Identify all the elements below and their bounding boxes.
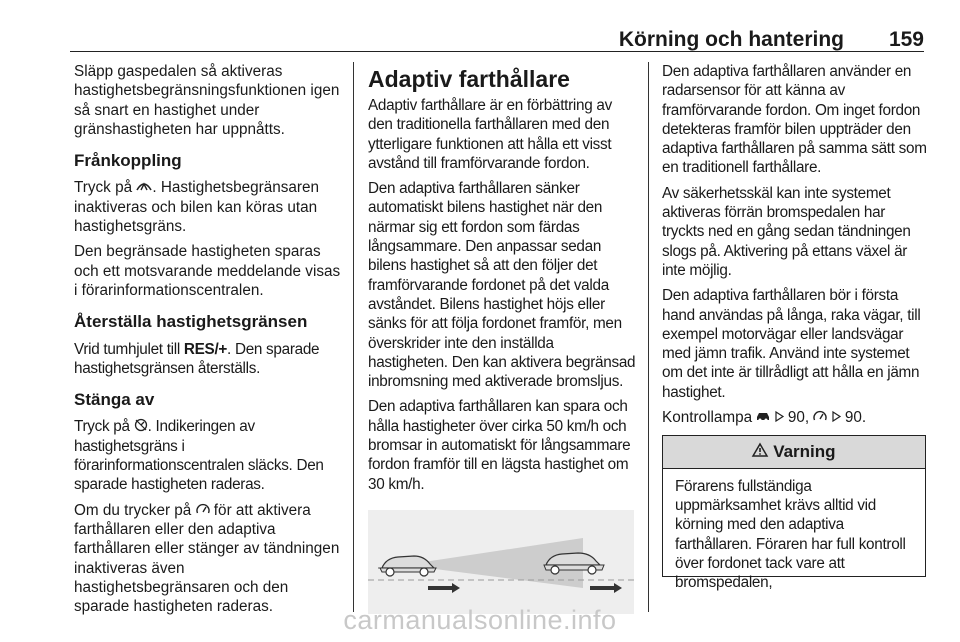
right-paragraph-3: Den adaptiva farthållaren bör i första hand användas på långa, raka vägar, till exempel motorvägar eller landsvägar med jämn trafik. Använd inte systemet om det inte är tillrådligt att hålla en jämn hastighet. [662, 287, 921, 401]
off-paragraph-2 [74, 501, 342, 617]
text: . Den sparade hastighetsgränsen återställs. [74, 340, 320, 377]
heading-adaptive-cruise: Adaptiv farthållare [368, 66, 570, 92]
warning-header [663, 436, 925, 468]
adaptive-paragraph-3: Den adaptiva farthållaren kan spara och hålla hastigheter över cirka 50 km/h och bromsar in automatiskt för långsammare fordon framför till en lägsta hastighet om 30 km/h. [368, 398, 631, 493]
column-divider [353, 62, 354, 612]
warning-box [662, 435, 926, 592]
cruise-control-icon [813, 408, 827, 427]
disconnect-paragraph-1 [74, 178, 342, 236]
heading-off: Stänga av [74, 390, 155, 410]
text: Tryck på [74, 418, 134, 436]
warning-triangle-icon [752, 443, 768, 462]
text: Tryck på [74, 179, 137, 197]
text: Vrid tumhjulet till [74, 340, 184, 358]
page-ref: 90 [787, 409, 805, 427]
radar-illustration [368, 510, 634, 614]
column-right [662, 62, 927, 592]
indicator-label: Kontrollampa [662, 409, 753, 427]
watermark: carmanualsonline.info [343, 605, 617, 635]
column-left [74, 62, 342, 622]
warning-text: Förarens fullständiga uppmärksamhet krävs alltid vid körning med den adaptiva farthållaren. Föraren har full kontroll över fordonet tack vare att bromspedalen, [675, 477, 906, 592]
text: för att aktivera farthållaren eller den adaptiva farthållaren eller stänger av tändningen inaktiveras även hastighetsbegränsaren och den sparade hastigheten raderas. [74, 501, 340, 616]
section-title: Körning och hantering [618, 28, 844, 51]
page-reference-arrow-icon [775, 408, 784, 427]
cruise-off-icon [134, 417, 148, 436]
text: . Indikeringen av hastighetsgräns i förarinformationscentralen släcks. Den sparade hastigheten raderas. [74, 418, 324, 494]
column-divider [648, 62, 649, 612]
right-paragraph-2: Av säkerhetsskäl kan inte systemet aktiveras förrän bromspedalen har tryckts ned en gång sedan tändningen slogs på. Aktivering på ettans växel är inte möjlig. [662, 184, 911, 279]
page-header [70, 0, 924, 52]
restore-paragraph [74, 340, 342, 379]
intro-paragraph: Släpp gaspedalen så aktiveras hastighetsbegränsningsfunktionen igen så snart en hastighet under gränshastigheten har uppnåtts. [74, 63, 340, 138]
page-number: 159 [888, 28, 924, 51]
heading-disconnect: Frånkoppling [74, 151, 182, 171]
page-reference-arrow-icon [832, 408, 841, 427]
res-label: RES/+ [183, 340, 228, 358]
indicator-line: Kontrollampa 90, 90. [662, 409, 867, 427]
column-middle [368, 62, 636, 614]
adaptive-paragraph-1: Adaptiv farthållare är en förbättring av den traditionella farthållaren med den ytterligare funktionen att hålla ett visst avstånd till framförvarande fordon. [368, 97, 612, 172]
page-ref: 90 [844, 409, 862, 427]
speed-limiter-icon [136, 178, 152, 197]
warning-title: Varning [773, 442, 836, 462]
cruise-control-icon [196, 501, 210, 520]
text: Om du trycker på [74, 501, 196, 519]
heading-restore: Återställa hastighetsgränsen [74, 312, 308, 332]
car-lamp-icon [756, 408, 770, 427]
disconnect-paragraph-2: Den begränsade hastigheten sparas och ett motsvarande meddelande visas i förarinformationscentralen. [74, 243, 341, 299]
right-paragraph-1: Den adaptiva farthållaren använder en radarsensor för att känna av framförvarande fordon. Om inget fordon detekteras framför bilen uppträder den adaptiva farthållaren på samma sätt som en traditionell farthållare. [662, 63, 927, 177]
text: . Hastighetsbegränsaren inaktiveras och bilen kan köras utan hastighetsgräns. [74, 179, 320, 236]
off-paragraph-1 [74, 417, 342, 494]
adaptive-paragraph-2: Den adaptiva farthållaren sänker automatiskt bilens hastighet när den närmar sig ett fordon som färdas långsammare. Den anpassar sedan bilens hastighet så att den följer det framförvarande fordonet på det valda avståndet. Bilens hastighet höjs eller sänks för att följa fordonet framför, men överskrider inte den inställda hastigheten. Den kan aktivera begränsad inbromsning med aktiverade bromsljus. [368, 180, 636, 391]
